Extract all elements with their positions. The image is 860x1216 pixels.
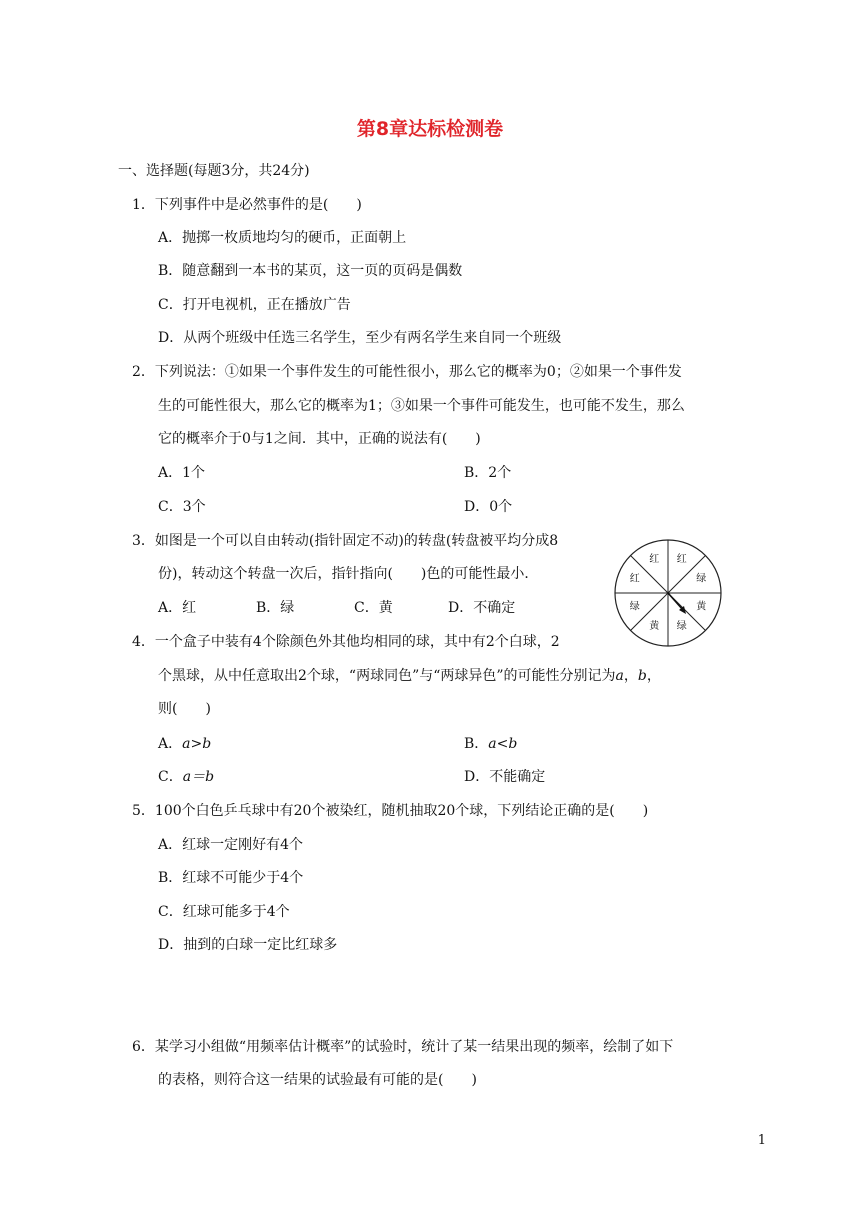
- q5-option-a: A．红球一定刚好有4个: [158, 837, 304, 853]
- q5-option-c: C．红球可能多于4个: [158, 904, 290, 920]
- q3-option-b: B．绿: [256, 600, 295, 616]
- q2-stem-line3: 它的概率介于0与1之间．其中，正确的说法有( ): [158, 431, 481, 447]
- q4-option-c-prefix: C．: [158, 769, 183, 785]
- q3-stem-line1: 3．如图是一个可以自由转动(指针固定不动)的转盘(转盘被平均分成8: [132, 533, 559, 549]
- q2-stem-line1: 2．下列说法：①如果一个事件发生的可能性很小，那么它的概率为0；②如果一个事件发: [132, 364, 682, 380]
- q2-option-c: C．3个: [158, 499, 206, 515]
- wheel-sector-label: 红: [676, 554, 687, 566]
- wheel-sector-label: 红: [649, 554, 660, 566]
- q3-option-d: D．不确定: [448, 600, 516, 616]
- wheel-sector-label: 绿: [696, 573, 707, 585]
- q4-stem-line3: 则( ): [158, 701, 211, 717]
- q4-option-d: D．不能确定: [464, 769, 546, 785]
- q5-stem: 5．100个白色乒乓球中有20个被染红，随机抽取20个球，下列结论正确的是( ): [132, 803, 649, 819]
- q3-option-c: C．黄: [354, 600, 393, 616]
- wheel-sector-label: 绿: [676, 620, 687, 632]
- wheel-sector-label: 红: [629, 573, 640, 585]
- wheel-sector-label: 黄: [649, 620, 660, 632]
- q1-option-b: B．随意翻到一本书的某页，这一页的页码是偶数: [158, 263, 463, 279]
- q3-option-a: A．红: [158, 600, 197, 616]
- q4-option-c: [158, 766, 214, 786]
- q2-stem-line2: 生的可能性很大，那么它的概率为1；③如果一个事件可能发生，也可能不发生，那么: [158, 398, 685, 414]
- q4-var-a: a: [615, 668, 624, 684]
- q4-stem-line2-text: 个黑球，从中任意取出2个球，“两球同色”与“两球异色”的可能性分别记为: [158, 668, 616, 684]
- q1-option-d: D．从两个班级中任选三名学生，至少有两名学生来自同一个班级: [158, 330, 562, 346]
- q4-var-b: b: [637, 668, 647, 684]
- q4-option-b: [464, 733, 517, 753]
- page-title: 第8章达标检测卷: [356, 118, 504, 140]
- q3-stem-line2: 份)，转动这个转盘一次后，指针指向( )色的可能性最小．: [158, 566, 539, 582]
- q1-stem: 1．下列事件中是必然事件的是( ): [132, 197, 362, 213]
- q4-stem-line1: 4．一个盒子中装有4个除颜色外其他均相同的球，其中有2个白球，2: [132, 634, 560, 650]
- q6-stem-line1: 6．某学习小组做“用频率估计概率”的试验时，统计了某一结果出现的频率，绘制了如下: [132, 1039, 674, 1055]
- q4-comma: ，: [623, 668, 638, 684]
- q2-option-d: D．0个: [464, 499, 513, 515]
- q2-option-b: B．2个: [464, 465, 512, 481]
- q1-option-c: C．打开电视机，正在播放广告: [158, 297, 351, 313]
- q4-option-a-expr: a>b: [182, 736, 212, 752]
- q4-option-b-prefix: B．: [464, 736, 489, 752]
- q2-option-a: A．1个: [158, 465, 206, 481]
- q4-option-a-prefix: A．: [158, 736, 183, 752]
- q4-option-a: [158, 733, 211, 753]
- wheel-sector-label: 绿: [629, 601, 640, 613]
- page-number: 1: [757, 1133, 766, 1148]
- q4-stem-line2: [158, 665, 661, 685]
- spinner-wheel-figure: [613, 538, 723, 648]
- q4-line2-end: ，: [646, 668, 661, 684]
- q4-option-c-expr: a＝b: [182, 769, 215, 785]
- q1-option-a: A．抛掷一枚质地均匀的硬币，正面朝上: [158, 230, 407, 246]
- wheel-sector-label: 黄: [696, 601, 707, 613]
- section-heading: 一、选择题(每题3分，共24分): [118, 163, 310, 179]
- q4-option-b-expr: a<b: [488, 736, 518, 752]
- q6-stem-line2: 的表格，则符合这一结果的试验最有可能的是( ): [158, 1072, 477, 1088]
- q5-option-b: B．红球不可能少于4个: [158, 870, 304, 886]
- q5-option-d: D．抽到的白球一定比红球多: [158, 937, 338, 953]
